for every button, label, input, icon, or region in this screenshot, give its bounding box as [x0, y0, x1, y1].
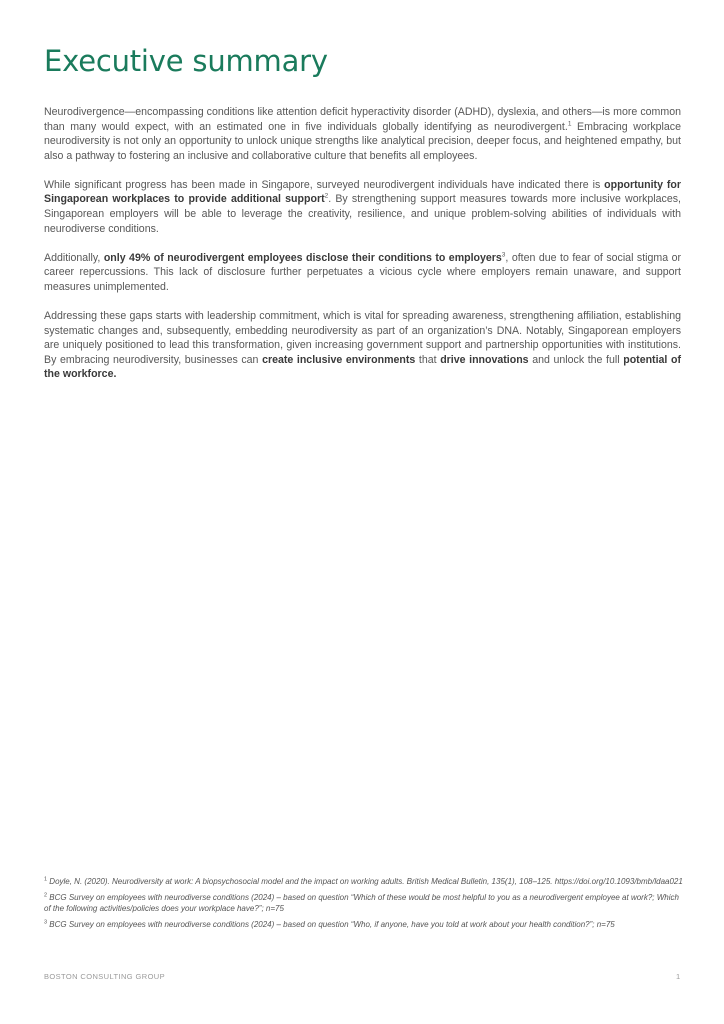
- highlight-disclosure-rate: only 49% of neurodivergent employees disclose their conditions to employers: [103, 251, 502, 264]
- page-number: 1: [676, 972, 681, 981]
- footnote-1: $^1$ Doyle, N. (2020). Neurodiversity at work: A biopsychosocial model and the impact on working adults. British Medical Bulletin, 135(1), 108–125. https://doi.org/10.1093/bmb/ldaa021: [44, 876, 683, 886]
- body-text: [44, 105, 681, 397]
- footnote-2: $^2$ BCG Survey on employees with neurodiverse conditions (2024) – based on question “Which of these would be most helpful to you as a neurodivergent employee at work?; Which of the following activities/policies does your workplace have?”; n=75: [44, 892, 679, 913]
- page-title: Executive summary: [44, 44, 328, 78]
- footnotes: [44, 876, 684, 935]
- paragraph-disclosure: Additionally, only 49% of neurodivergent employees disclose their conditions to employers$^3$, often due to fear of social stigma or career repercussions. This lack of disclosure further perpetuates a vicious cycle where employers remain unaware, and support measures unimplemented.: [44, 251, 681, 293]
- highlight-drive-innovations: drive innovations: [440, 353, 529, 366]
- highlight-additional-support: opportunity for Singaporean workplaces to provide additional support: [44, 178, 681, 206]
- paragraph-leadership: Addressing these gaps starts with leadership commitment, which is vital for spreading awareness, strengthening affiliation, establishing systematic changes and, subsequently, embedding neurodiversity as part of an organization’s DNA. Notably, Singaporean employers are uniquely positioned to lead this transformation, given increasing government support and partnership opportunities with institutions. By embracing neurodiversity, businesses can create inclusive environments that drive innovations and unlock the full potential of the workforce.: [44, 310, 681, 381]
- footnote-ref: 3: [501, 251, 506, 259]
- footnote-ref: 2: [324, 192, 329, 200]
- footer-brand: BOSTON CONSULTING GROUP: [44, 972, 166, 981]
- footnote-3: $^3$ BCG Survey on employees with neurodiverse conditions (2024) – based on question “Who, if anyone, have you told at work about your health condition?”; n=75: [44, 919, 615, 929]
- paragraph-intro: Neurodivergence—encompassing conditions like attention deficit hyperactivity disorder (ADHD), dyslexia, and others—is more common than many would expect, with an estimated one in five individuals globally identifying as neurodivergent.$^1$ Embracing workplace neurodiversity is not only an opportunity to unlock unique strengths like analytical precision, deeper focus, and heightened empathy, but also a pathway to fostering an inclusive and collaborative culture that benefits all employees.: [44, 106, 681, 162]
- highlight-inclusive-environments: create inclusive environments: [262, 353, 416, 366]
- footnote-ref: 1: [567, 120, 572, 128]
- highlight-workforce-potential: potential of the workforce.: [44, 353, 681, 381]
- paragraph-progress: While significant progress has been made in Singapore, surveyed neurodivergent individuals have indicated there is opportunity for Singaporean workplaces to provide additional support$^2$. By strengthening support measures towards more inclusive workplaces, Singaporean employers will be able to leverage the creativity, resilience, and unique problem-solving abilities of individuals with neurodiverse conditions.: [44, 178, 681, 235]
